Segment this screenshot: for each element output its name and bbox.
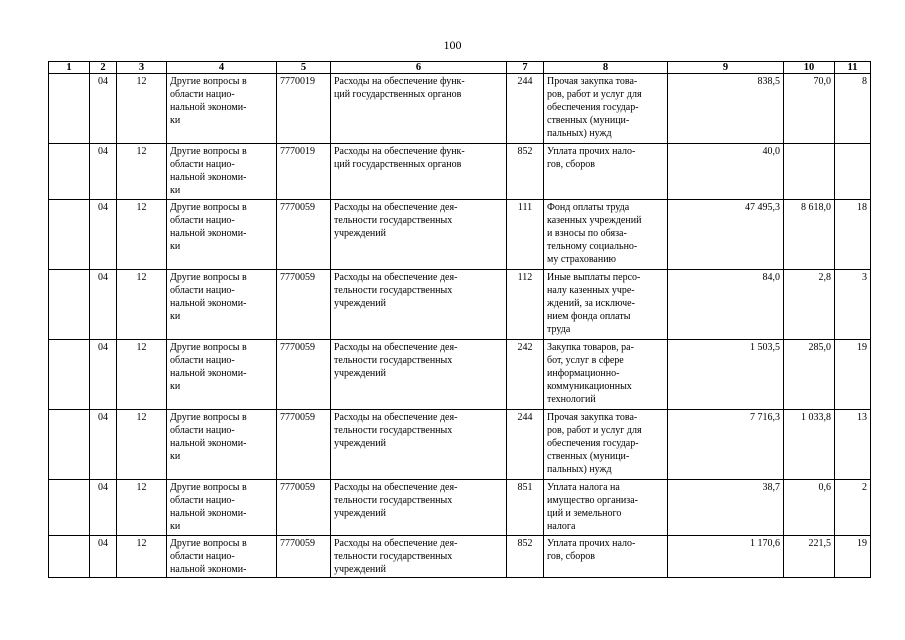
budget-table (48, 61, 871, 578)
column-header: 8 (544, 62, 668, 74)
table-row (49, 74, 871, 144)
cell-target-article (277, 144, 331, 200)
cell-expense-type (507, 74, 544, 144)
cell-expense-type-text: 851 (517, 482, 533, 493)
cell-expense-type (507, 144, 544, 200)
cell-expense-name-text: Фонд оплаты труда казенных учреждений и взносы по обяза- тельному социально- му страхованию (547, 202, 642, 265)
table-row (49, 410, 871, 480)
cell-expense-type (507, 410, 544, 480)
cell-value-9-text: 7 716,3 (750, 412, 780, 423)
cell-section-name (167, 410, 277, 480)
column-header: 5 (277, 62, 331, 74)
cell-expense-type (507, 480, 544, 536)
cell-col1 (49, 270, 90, 340)
cell-col1 (49, 144, 90, 200)
cell-expense-type-text: 112 (517, 272, 533, 283)
cell-expense-type-text: 244 (517, 412, 533, 423)
cell-subsection (117, 200, 167, 270)
cell-value-10-text: 8 618,0 (801, 202, 831, 213)
cell-value-10-text: 1 033,8 (801, 412, 831, 423)
cell-value-10 (784, 200, 835, 270)
column-header: 7 (507, 62, 544, 74)
cell-section-text: 04 (98, 76, 108, 87)
cell-section-text: 04 (98, 538, 108, 549)
cell-section-name-text: Другие вопросы в области нацио- нальной экономи- ки (170, 342, 247, 392)
cell-section-name-text: Другие вопросы в области нацио- нальной экономи- ки (170, 146, 247, 196)
cell-expense-type (507, 340, 544, 410)
cell-value-11-text: 19 (857, 342, 867, 353)
cell-section (90, 270, 117, 340)
cell-article-name-text: Расходы на обеспечение дея- тельности государственных учреждений (334, 538, 458, 575)
column-header: 4 (167, 62, 277, 74)
cell-expense-name (544, 200, 668, 270)
cell-article-name-text: Расходы на обеспечение функ- ций государственных органов (334, 146, 465, 170)
cell-section (90, 74, 117, 144)
cell-article-name-text: Расходы на обеспечение дея- тельности государственных учреждений (334, 272, 458, 309)
cell-value-11-text: 3 (862, 272, 867, 283)
column-header: 11 (835, 62, 871, 74)
cell-subsection (117, 410, 167, 480)
cell-section-name (167, 200, 277, 270)
cell-value-11 (835, 536, 871, 578)
cell-section (90, 536, 117, 578)
cell-section-name-text: Другие вопросы в области нацио- нальной экономи- ки (170, 272, 247, 322)
cell-expense-name (544, 74, 668, 144)
cell-value-10-text: 2,8 (818, 272, 831, 283)
cell-expense-name (544, 480, 668, 536)
cell-subsection-text: 12 (136, 202, 147, 213)
cell-target-article-text: 7770019 (280, 146, 315, 157)
cell-article-name (331, 74, 507, 144)
cell-value-9 (668, 74, 784, 144)
cell-value-11-text: 18 (857, 202, 867, 213)
cell-section-text: 04 (98, 412, 108, 423)
cell-expense-name-text: Уплата налога на имущество организа- ций и земельного налога (547, 482, 638, 532)
cell-section-name-text: Другие вопросы в области нацио- нальной экономи- ки (170, 76, 247, 126)
cell-target-article (277, 536, 331, 578)
cell-value-10-text: 70,0 (813, 76, 831, 87)
header-row (49, 62, 871, 74)
cell-value-9 (668, 536, 784, 578)
cell-value-11 (835, 340, 871, 410)
cell-value-9-text: 38,7 (762, 482, 780, 493)
cell-value-10 (784, 480, 835, 536)
cell-value-11-text: 13 (857, 412, 867, 423)
column-header: 6 (331, 62, 507, 74)
cell-section-name-text: Другие вопросы в области нацио- нальной экономи- (170, 538, 247, 575)
cell-section-text: 04 (98, 342, 108, 353)
cell-article-name-text: Расходы на обеспечение функ- ций государственных органов (334, 76, 465, 100)
table-row (49, 270, 871, 340)
cell-subsection (117, 144, 167, 200)
cell-section (90, 200, 117, 270)
cell-value-11 (835, 270, 871, 340)
cell-expense-type (507, 200, 544, 270)
cell-subsection-text: 12 (136, 272, 147, 283)
cell-section (90, 144, 117, 200)
cell-target-article (277, 340, 331, 410)
cell-article-name (331, 270, 507, 340)
cell-value-11 (835, 74, 871, 144)
cell-value-10-text: 221,5 (808, 538, 831, 549)
page-number: 100 (443, 38, 462, 52)
cell-value-11 (835, 144, 871, 200)
table-header (49, 62, 871, 74)
cell-value-11 (835, 200, 871, 270)
cell-value-9 (668, 270, 784, 340)
cell-section-name-text: Другие вопросы в области нацио- нальной экономи- ки (170, 412, 247, 462)
cell-expense-name (544, 536, 668, 578)
cell-section-text: 04 (98, 146, 108, 157)
cell-expense-name (544, 270, 668, 340)
cell-value-10 (784, 410, 835, 480)
cell-target-article-text: 7770059 (280, 538, 315, 549)
cell-value-10-text: 0,6 (818, 482, 831, 493)
cell-target-article-text: 7770059 (280, 482, 315, 493)
cell-value-9-text: 1 503,5 (750, 342, 780, 353)
cell-target-article (277, 480, 331, 536)
cell-value-10 (784, 144, 835, 200)
cell-subsection-text: 12 (136, 482, 147, 493)
cell-value-9 (668, 340, 784, 410)
cell-value-10 (784, 270, 835, 340)
cell-expense-name-text: Уплата прочих нало- гов, сборов (547, 146, 636, 170)
cell-article-name (331, 536, 507, 578)
cell-expense-name-text: Уплата прочих нало- гов, сборов (547, 538, 636, 562)
cell-col1 (49, 480, 90, 536)
cell-article-name-text: Расходы на обеспечение дея- тельности государственных учреждений (334, 342, 458, 379)
cell-section-name-text: Другие вопросы в области нацио- нальной экономи- ки (170, 202, 247, 252)
cell-expense-name-text: Прочая закупка това- ров, работ и услуг для обеспечения государ- ственных (муници- пальных) нужд (547, 412, 642, 475)
table-body (49, 74, 871, 578)
cell-article-name (331, 480, 507, 536)
table-row (49, 480, 871, 536)
column-header: 3 (117, 62, 167, 74)
cell-value-11 (835, 480, 871, 536)
cell-value-10 (784, 74, 835, 144)
cell-target-article (277, 74, 331, 144)
cell-subsection (117, 270, 167, 340)
cell-col1 (49, 410, 90, 480)
cell-target-article (277, 200, 331, 270)
cell-value-9 (668, 410, 784, 480)
cell-subsection-text: 12 (136, 342, 147, 353)
cell-expense-type-text: 244 (517, 76, 533, 87)
cell-article-name (331, 410, 507, 480)
column-header: 2 (90, 62, 117, 74)
table-row (49, 144, 871, 200)
cell-article-name-text: Расходы на обеспечение дея- тельности государственных учреждений (334, 202, 458, 239)
column-header: 10 (784, 62, 835, 74)
table-row (49, 340, 871, 410)
cell-target-article-text: 7770059 (280, 272, 315, 283)
cell-target-article-text: 7770059 (280, 202, 315, 213)
cell-value-10 (784, 536, 835, 578)
cell-value-10 (784, 340, 835, 410)
cell-value-9 (668, 480, 784, 536)
cell-section (90, 410, 117, 480)
cell-article-name (331, 144, 507, 200)
cell-subsection (117, 74, 167, 144)
cell-value-11-text: 8 (862, 76, 867, 87)
cell-expense-name-text: Закупка товаров, ра- бот, услуг в сфере информационно- коммуникационных технологий (547, 342, 634, 405)
cell-expense-name (544, 144, 668, 200)
cell-subsection (117, 340, 167, 410)
cell-expense-name (544, 410, 668, 480)
cell-value-11-text: 2 (862, 482, 867, 493)
cell-value-9-text: 40,0 (762, 146, 780, 157)
cell-value-11 (835, 410, 871, 480)
cell-subsection-text: 12 (136, 76, 147, 87)
cell-article-name (331, 200, 507, 270)
cell-value-11-text: 19 (857, 538, 867, 549)
cell-section-name (167, 144, 277, 200)
cell-section (90, 480, 117, 536)
table-row (49, 536, 871, 578)
cell-value-10-text: 285,0 (808, 342, 831, 353)
cell-expense-type-text: 852 (517, 538, 533, 549)
cell-section-text: 04 (98, 482, 108, 493)
cell-expense-type (507, 270, 544, 340)
column-header: 9 (668, 62, 784, 74)
cell-subsection (117, 480, 167, 536)
cell-col1 (49, 340, 90, 410)
cell-expense-type-text: 852 (517, 146, 533, 157)
cell-value-9 (668, 200, 784, 270)
cell-expense-name-text: Иные выплаты персо- налу казенных учре- ждений, за исключе- нием фонда оплаты труда (547, 272, 641, 335)
cell-article-name-text: Расходы на обеспечение дея- тельности государственных учреждений (334, 482, 458, 519)
cell-value-9 (668, 144, 784, 200)
cell-section-name (167, 480, 277, 536)
cell-col1 (49, 200, 90, 270)
cell-col1 (49, 536, 90, 578)
cell-subsection-text: 12 (136, 538, 147, 549)
cell-expense-type (507, 536, 544, 578)
cell-value-9-text: 1 170,6 (750, 538, 780, 549)
cell-section-name-text: Другие вопросы в области нацио- нальной экономи- ки (170, 482, 247, 532)
cell-subsection-text: 12 (136, 146, 147, 157)
cell-value-9-text: 47 495,3 (745, 202, 780, 213)
cell-section-text: 04 (98, 272, 108, 283)
cell-expense-type-text: 242 (517, 342, 533, 353)
cell-col1 (49, 74, 90, 144)
cell-article-name (331, 340, 507, 410)
cell-value-9-text: 838,5 (757, 76, 780, 87)
column-header: 1 (49, 62, 90, 74)
cell-target-article-text: 7770059 (280, 412, 315, 423)
cell-expense-name (544, 340, 668, 410)
cell-target-article (277, 270, 331, 340)
cell-section-name (167, 270, 277, 340)
cell-target-article-text: 7770019 (280, 76, 315, 87)
cell-section-text: 04 (98, 202, 108, 213)
cell-subsection (117, 536, 167, 578)
table-row (49, 200, 871, 270)
cell-section (90, 340, 117, 410)
cell-section-name (167, 340, 277, 410)
cell-expense-type-text: 111 (517, 202, 533, 213)
cell-expense-name-text: Прочая закупка това- ров, работ и услуг для обеспечения государ- ственных (муници- пальных) нужд (547, 76, 642, 139)
cell-value-9-text: 84,0 (762, 272, 780, 283)
cell-target-article-text: 7770059 (280, 342, 315, 353)
cell-target-article (277, 410, 331, 480)
cell-subsection-text: 12 (136, 412, 147, 423)
cell-section-name (167, 536, 277, 578)
cell-article-name-text: Расходы на обеспечение дея- тельности государственных учреждений (334, 412, 458, 449)
cell-section-name (167, 74, 277, 144)
